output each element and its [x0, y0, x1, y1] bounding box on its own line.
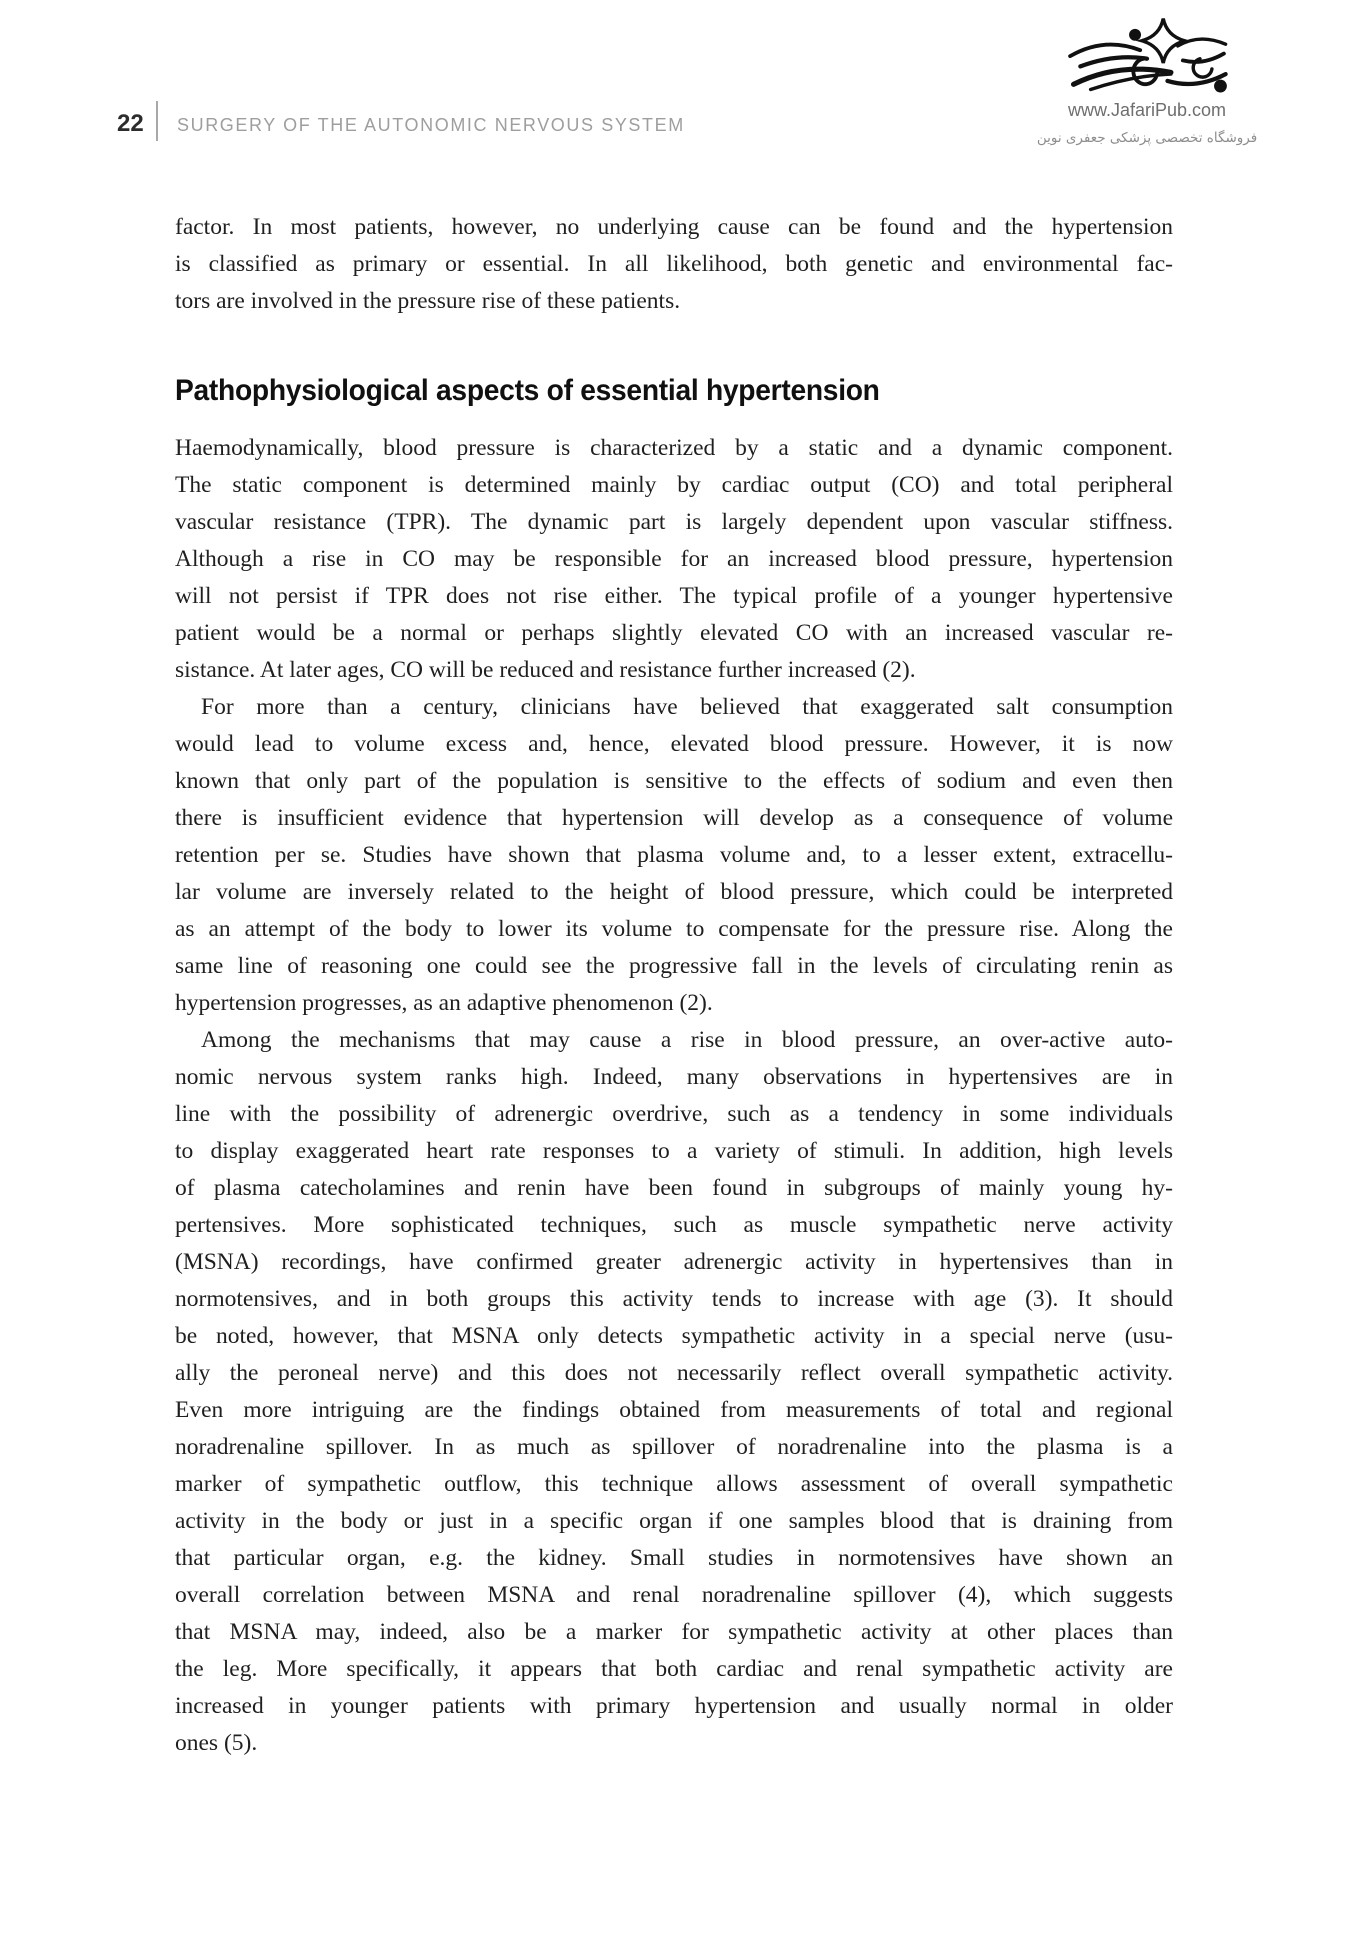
text-line: there is insufficient evidence that hypertension will develop as a consequence of volume — [175, 805, 1173, 831]
calligraphy-ornament-icon — [1061, 16, 1233, 98]
text-line: to display exaggerated heart rate responses to a variety of stimuli. In addition, high levels — [175, 1138, 1173, 1164]
header-divider — [156, 101, 158, 141]
text-line: activity in the body or just in a specific organ if one samples blood that is draining from — [175, 1508, 1173, 1534]
text-line: patient would be a normal or perhaps slightly elevated CO with an increased vascular re- — [175, 620, 1173, 646]
paragraph — [175, 209, 1173, 320]
publisher-url: www.JafariPub.com — [1067, 100, 1227, 120]
section-heading: Pathophysiological aspects of essential hypertension — [175, 374, 880, 407]
paragraph — [175, 430, 1173, 689]
text-line: pertensives. More sophisticated techniques, such as muscle sympathetic nerve activity — [175, 1212, 1173, 1238]
text-line: will not persist if TPR does not rise either. The typical profile of a younger hypertensive — [175, 583, 1173, 609]
text-line: ones (5). — [175, 1730, 258, 1756]
text-line: tors are involved in the pressure rise of these patients. — [175, 288, 681, 314]
text-line: sistance. At later ages, CO will be reduced and resistance further increased (2). — [175, 657, 916, 683]
text-line: For more than a century, clinicians have believed that exaggerated salt consumption — [201, 694, 1173, 720]
text-line: would lead to volume excess and, hence, elevated blood pressure. However, it is now — [175, 731, 1173, 757]
paragraph — [175, 1022, 1173, 1762]
text-line: lar volume are inversely related to the height of blood pressure, which could be interpreted — [175, 879, 1173, 905]
text-line: Haemodynamically, blood pressure is characterized by a static and a dynamic component. — [175, 435, 1173, 461]
ornament-dot-right — [1214, 80, 1227, 93]
ornament-dot-left — [1129, 29, 1141, 41]
text-line: The static component is determined mainly by cardiac output (CO) and total peripheral — [175, 472, 1173, 498]
publisher-logo-block — [1027, 16, 1267, 146]
running-head: SURGERY OF THE AUTONOMIC NERVOUS SYSTEM — [177, 115, 685, 135]
text-line: that particular organ, e.g. the kidney. Small studies in normotensives have shown an — [175, 1545, 1173, 1571]
text-line: hypertension progresses, as an adaptive phenomenon (2). — [175, 990, 713, 1016]
text-line: Although a rise in CO may be responsible for an increased blood pressure, hypertension — [175, 546, 1173, 572]
text-line: retention per se. Studies have shown that plasma volume and, to a lesser extent, extracellu- — [175, 842, 1173, 868]
text-line: be noted, however, that MSNA only detects sympathetic activity in a special nerve (usu- — [175, 1323, 1173, 1349]
text-line: nomic nervous system ranks high. Indeed, many observations in hypertensives are in — [175, 1064, 1173, 1090]
text-line: the leg. More specifically, it appears that both cardiac and renal sympathetic activity are — [175, 1656, 1173, 1682]
page-number: 22 — [117, 110, 144, 137]
text-line: that MSNA may, indeed, also be a marker for sympathetic activity at other places than — [175, 1619, 1173, 1645]
text-line: overall correlation between MSNA and renal noradrenaline spillover (4), which suggests — [175, 1582, 1173, 1608]
text-line: Even more intriguing are the findings obtained from measurements of total and regional — [175, 1397, 1173, 1423]
text-line: of plasma catecholamines and renin have been found in subgroups of mainly young hy- — [175, 1175, 1173, 1201]
text-line: is classified as primary or essential. In all likelihood, both genetic and environmental fac- — [175, 251, 1173, 277]
text-line: ally the peroneal nerve) and this does not necessarily reflect overall sympathetic activity. — [175, 1360, 1173, 1386]
text-column — [175, 209, 1173, 1762]
text-line: noradrenaline spillover. In as much as spillover of noradrenaline into the plasma is a — [175, 1434, 1173, 1460]
text-line: normotensives, and in both groups this activity tends to increase with age (3). It should — [175, 1286, 1173, 1312]
text-line: known that only part of the population is sensitive to the effects of sodium and even then — [175, 768, 1173, 794]
publisher-tagline-farsi: فروشگاه تخصصی پزشکی جعفری نوین — [1036, 130, 1258, 146]
text-line: factor. In most patients, however, no underlying cause can be found and the hypertension — [175, 214, 1173, 240]
text-line: vascular resistance (TPR). The dynamic part is largely dependent upon vascular stiffness. — [175, 509, 1173, 535]
text-line: line with the possibility of adrenergic overdrive, such as a tendency in some individuals — [175, 1101, 1173, 1127]
text-line: as an attempt of the body to lower its volume to compensate for the pressure rise. Along the — [175, 916, 1173, 942]
text-line: increased in younger patients with primary hypertension and usually normal in older — [175, 1693, 1173, 1719]
text-line: Among the mechanisms that may cause a rise in blood pressure, an over-active auto- — [201, 1027, 1173, 1053]
text-line: marker of sympathetic outflow, this technique allows assessment of overall sympathetic — [175, 1471, 1173, 1497]
text-line: same line of reasoning one could see the progressive fall in the levels of circulating renin as — [175, 953, 1173, 979]
text-line: (MSNA) recordings, have confirmed greater adrenergic activity in hypertensives than in — [175, 1249, 1173, 1275]
paragraph — [175, 689, 1173, 1022]
